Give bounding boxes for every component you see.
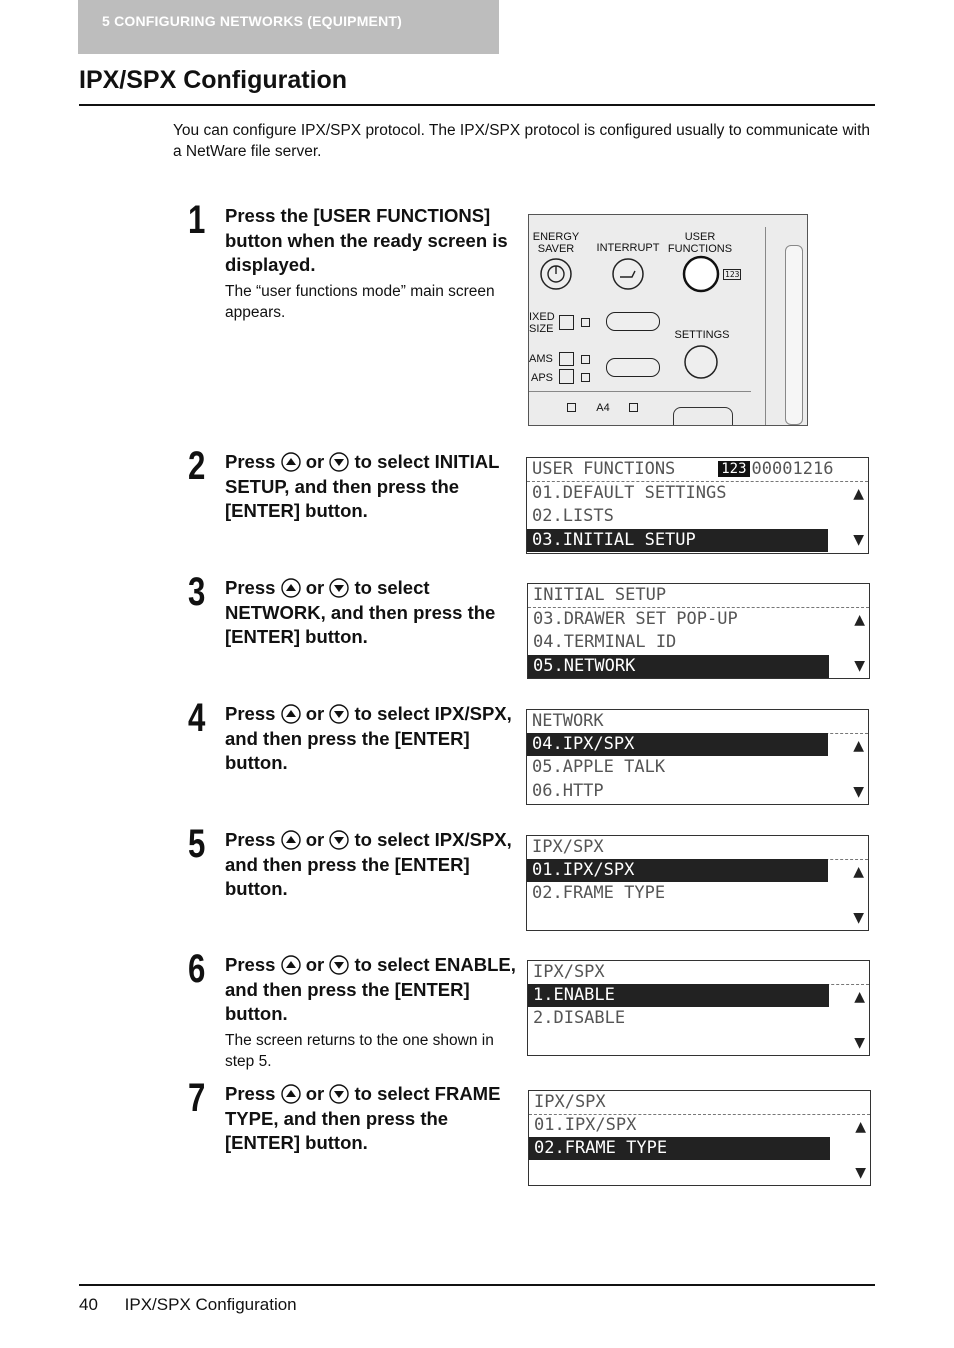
settings-button[interactable] [683, 344, 719, 380]
lcd-row-selected: 02.FRAME TYPE [529, 1137, 830, 1160]
chapter-header-tab [78, 0, 499, 54]
step-text-press: Press [225, 451, 276, 472]
lcd-row-selected: 03.INITIAL SETUP [527, 529, 828, 552]
user-functions-button[interactable] [682, 255, 720, 293]
scroll-down-icon: ▼ [854, 658, 865, 674]
step-text-or: or [305, 451, 325, 472]
interrupt-button[interactable] [611, 257, 645, 291]
scroll-down-icon: ▼ [854, 1035, 865, 1051]
step-number: 1 [188, 198, 206, 242]
energy-saver-label: ENERGY SAVER [532, 231, 580, 255]
ams-aps-button[interactable] [606, 358, 660, 377]
step-text-or: or [305, 703, 325, 724]
step-number: 3 [188, 570, 206, 614]
lcd-row: 06.HTTP [532, 781, 604, 801]
up-arrow-button-icon [281, 704, 301, 724]
lcd-screen-step-7 [528, 1090, 871, 1186]
mixed-size-label: IXED SIZE [529, 311, 555, 335]
step-text-press: Press [225, 954, 276, 975]
down-arrow-button-icon [329, 955, 349, 975]
step-text-press: Press [225, 703, 276, 724]
step-note: The “user functions mode” main screen appears. [225, 282, 495, 321]
paper-indicator-right [629, 403, 638, 412]
lcd-row-selected: 05.NETWORK [528, 655, 829, 678]
down-arrow-button-icon [329, 1084, 349, 1104]
aps-label: APS [531, 372, 554, 384]
lcd-badge: 123 [718, 461, 749, 477]
step-text-action: to select INITIAL SETUP, and then press the [ENTER] button. [225, 451, 500, 521]
scroll-up-icon: ▲ [855, 1119, 866, 1135]
scroll-down-icon: ▼ [853, 532, 864, 548]
footer-section-title: IPX/SPX Configuration [124, 1295, 297, 1314]
up-arrow-button-icon [281, 1084, 301, 1104]
user-functions-label: USER FUNCTIONS [667, 231, 733, 255]
footer-divider [79, 1284, 875, 1286]
lcd-header: NETWORK [527, 710, 868, 734]
step-instruction: Press the [USER FUNCTIONS] button when the ready screen is displayed. [225, 205, 508, 275]
lcd-row: 05.APPLE TALK [532, 757, 666, 777]
step-number: 5 [188, 822, 206, 866]
step-text-press: Press [225, 577, 276, 598]
lcd-row: 02.FRAME TYPE [532, 883, 666, 903]
settings-label: SETTINGS [674, 329, 730, 341]
lcd-screen-step-6 [527, 960, 870, 1056]
step-text-action: to select ENABLE, and then press the [ENTER] button. [225, 954, 516, 1024]
step-text-or: or [305, 577, 325, 598]
ams-label: AMS [529, 353, 553, 365]
page-title: IPX/SPX Configuration [79, 66, 348, 94]
title-divider [79, 104, 875, 106]
up-arrow-button-icon [281, 578, 301, 598]
scroll-down-icon: ▼ [855, 1165, 866, 1181]
control-panel-illustration [528, 214, 808, 426]
step-text-action: to select IPX/SPX, and then press the [ENTER] button. [225, 703, 512, 773]
up-arrow-button-icon [281, 955, 301, 975]
lcd-row-selected: 01.IPX/SPX [527, 859, 828, 882]
scroll-up-icon: ▲ [853, 486, 864, 502]
lcd-header: INITIAL SETUP [528, 584, 869, 608]
down-arrow-button-icon [329, 704, 349, 724]
lcd-row: 2.DISABLE [533, 1008, 626, 1028]
lcd-row-selected: 1.ENABLE [528, 984, 829, 1007]
lcd-row: 03.DRAWER SET POP-UP [533, 609, 738, 629]
step-text-action: to select NETWORK, and then press the [ENTER] button. [225, 577, 496, 647]
paper-indicator-left [567, 403, 576, 412]
step-number: 6 [188, 947, 206, 991]
lcd-row: 01.DEFAULT SETTINGS [532, 483, 727, 503]
page-number: 40 [79, 1295, 98, 1314]
lcd-counter: 00001216 [751, 459, 834, 479]
down-arrow-button-icon [329, 578, 349, 598]
scroll-up-icon: ▲ [854, 612, 865, 628]
interrupt-label: INTERRUPT [596, 242, 660, 254]
scroll-up-icon: ▲ [853, 864, 864, 880]
lcd-screen-step-4 [526, 709, 869, 805]
mixed-size-icon [559, 315, 574, 330]
paper-tray-icon [673, 407, 733, 426]
lcd-screen-step-3 [527, 583, 870, 679]
lcd-row-selected: 04.IPX/SPX [527, 733, 828, 756]
scroll-down-icon: ▼ [853, 784, 864, 800]
step-number: 7 [188, 1076, 206, 1120]
lcd-row: 01.IPX/SPX [534, 1115, 637, 1135]
intro-paragraph: You can configure IPX/SPX protocol. The IPX/SPX protocol is configured usually to communicate with a NetWare file server. [173, 122, 871, 160]
scroll-down-icon: ▼ [853, 910, 864, 926]
lcd-header-title: USER FUNCTIONS [532, 459, 676, 479]
down-arrow-button-icon [329, 452, 349, 472]
lcd-header: IPX/SPX [529, 1091, 870, 1115]
lcd-header [527, 458, 868, 482]
lcd-header: IPX/SPX [528, 961, 869, 985]
energy-saver-button[interactable] [539, 257, 573, 291]
scroll-up-icon: ▲ [853, 738, 864, 754]
page-footer [79, 1295, 297, 1315]
up-arrow-button-icon [281, 830, 301, 850]
step-text-or: or [305, 829, 325, 850]
down-arrow-button-icon [329, 830, 349, 850]
lcd-header: IPX/SPX [527, 836, 868, 860]
lcd-row: 02.LISTS [532, 506, 614, 526]
mixed-size-button[interactable] [606, 312, 660, 331]
step-note: The screen returns to the one shown in step 5. [225, 1031, 494, 1070]
step-number: 4 [188, 696, 206, 740]
step-text-press: Press [225, 1083, 276, 1104]
step-text-press: Press [225, 829, 276, 850]
ams-icon [559, 352, 574, 366]
mixed-size-indicator [581, 318, 590, 327]
lcd-row: 04.TERMINAL ID [533, 632, 677, 652]
step-number: 2 [188, 444, 206, 488]
scroll-up-icon: ▲ [854, 989, 865, 1005]
up-arrow-button-icon [281, 452, 301, 472]
aps-icon [559, 369, 574, 384]
paper-size-label: A4 [596, 402, 610, 414]
step-text-or: or [305, 954, 325, 975]
user-functions-badge: 123 [725, 270, 740, 279]
step-text-action: to select IPX/SPX, and then press the [ENTER] button. [225, 829, 512, 899]
ams-indicator [581, 355, 590, 364]
step-text-action: to select FRAME TYPE, and then press the [ENTER] button. [225, 1083, 501, 1153]
step-text-or: or [305, 1083, 325, 1104]
lcd-screen-step-2 [526, 457, 869, 554]
lcd-screen-step-5 [526, 835, 869, 931]
chapter-label: 5 CONFIGURING NETWORKS (EQUIPMENT) [102, 13, 403, 29]
aps-indicator [581, 373, 590, 382]
